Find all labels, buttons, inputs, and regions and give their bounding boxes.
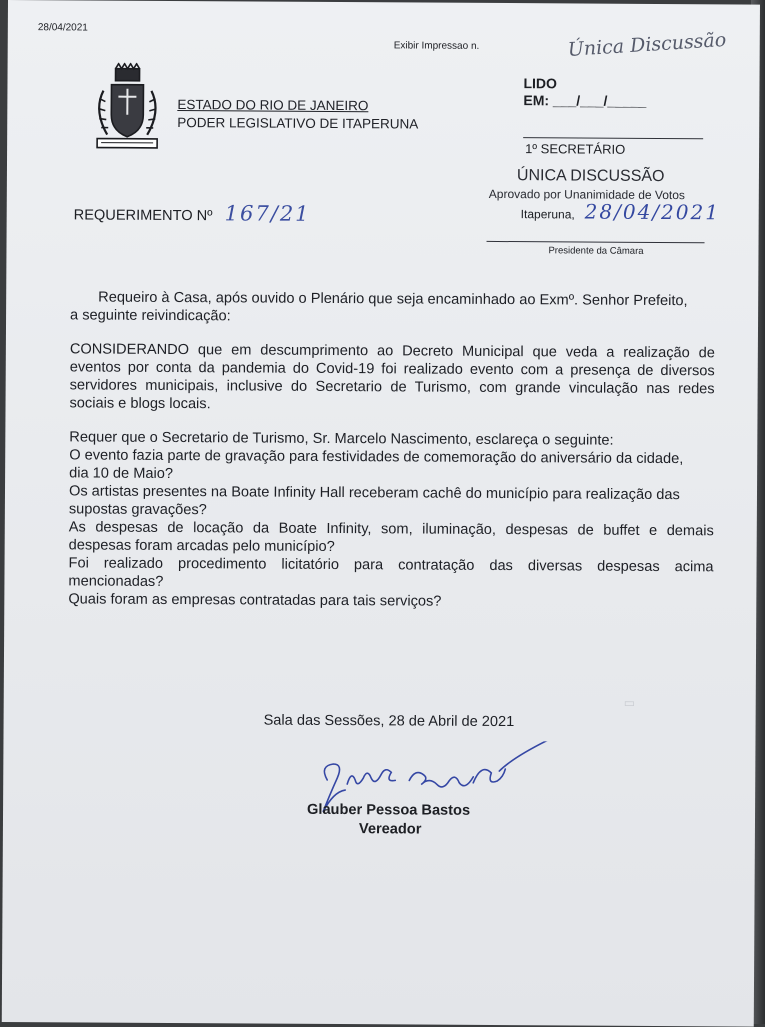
ghost-mark: ▭ [623,695,636,710]
stamp-handwritten-date: 28/04/2021 [584,199,721,225]
question-2-line-1: Os artistas presentes na Boate Infinity Hall receberam cachê do município para realização das [68,483,680,504]
question-1-line-2: dia 10 de Maio? [69,465,174,483]
request-number: 167/21 [224,201,311,226]
secretary-signature-line [523,137,703,139]
closing-place-date: Sala das Sessões, 28 de Abril de 2021 [263,712,515,731]
question-1-line-1: O evento fazia parte de gravação para festividades de comemoração do aniversário da cidade, [69,447,684,468]
question-3-line-2: despesas foram arcadas pelo município? [68,537,335,556]
legislative-heading: PODER LEGISLATIVO DE ITAPERUNA [177,115,419,132]
state-heading: ESTADO DO RIO DE JANEIRO [177,97,369,114]
president-signature-line [487,241,705,243]
paragraph-1-line-2: a seguinte reivindicação: [70,307,231,325]
paragraph-2-line-1: CONSIDERANDO que em descumprimento ao Decreto Municipal que veda a realização de [69,341,715,362]
stamp-approved: Aprovado por Unanimidade de Votos [488,186,686,203]
question-4-line-2: mencionadas? [68,573,164,590]
signer-role: Vereador [358,821,422,838]
stamp-city: Itaperuna, [520,207,575,222]
question-2-line-2: supostas gravações? [68,501,207,519]
stamp-secretary: 1º SECRETÁRIO [525,141,626,157]
stamp-lido: LIDO [523,75,558,92]
print-label: Exibir Impressao n. [393,40,480,52]
question-3-line-1: As despesas de locação da Boate Infinity, som, iluminação, despesas de buffet e demais [68,519,714,540]
stamp-discussion: ÚNICA DISCUSSÃO [516,167,665,186]
handwritten-note: Única Discussão [567,28,727,61]
coat-of-arms-icon [87,62,168,154]
question-5-line-1: Quais foram as empresas contratadas para tais serviços? [68,591,442,610]
stamp-president: Presidente da Câmara [548,245,644,257]
print-date: 28/04/2021 [37,22,88,34]
document-page [2,0,760,1027]
paragraph-2-line-2: eventos por conta da pandemia do Covid-19 foi realizado evento com a presença de diversos [69,359,715,380]
paragraph-2-line-3: servidores municipais, inclusive do Secretario de Turismo, com grande vinculação nas redes [69,377,715,398]
signer-name: Glauber Pessoa Bastos [307,801,471,819]
question-4-line-1: Foi realizado procedimento licitatório para contratação das diversas despesas acima [68,555,714,576]
request-label: REQUERIMENTO Nº [73,207,213,225]
paragraph-1-line-1: Requeiro à Casa, após ouvido o Plenário que seja encaminhado ao Exmº. Senhor Prefeito, [98,289,688,310]
paragraph-2-line-4: sociais e blogs locais. [69,395,211,413]
paragraph-3-line-1: Requer que o Secretario de Turismo, Sr. Marcelo Nascimento, esclareça o seguinte: [69,429,614,449]
stamp-em: EM: ___/___/_____ [523,92,647,109]
